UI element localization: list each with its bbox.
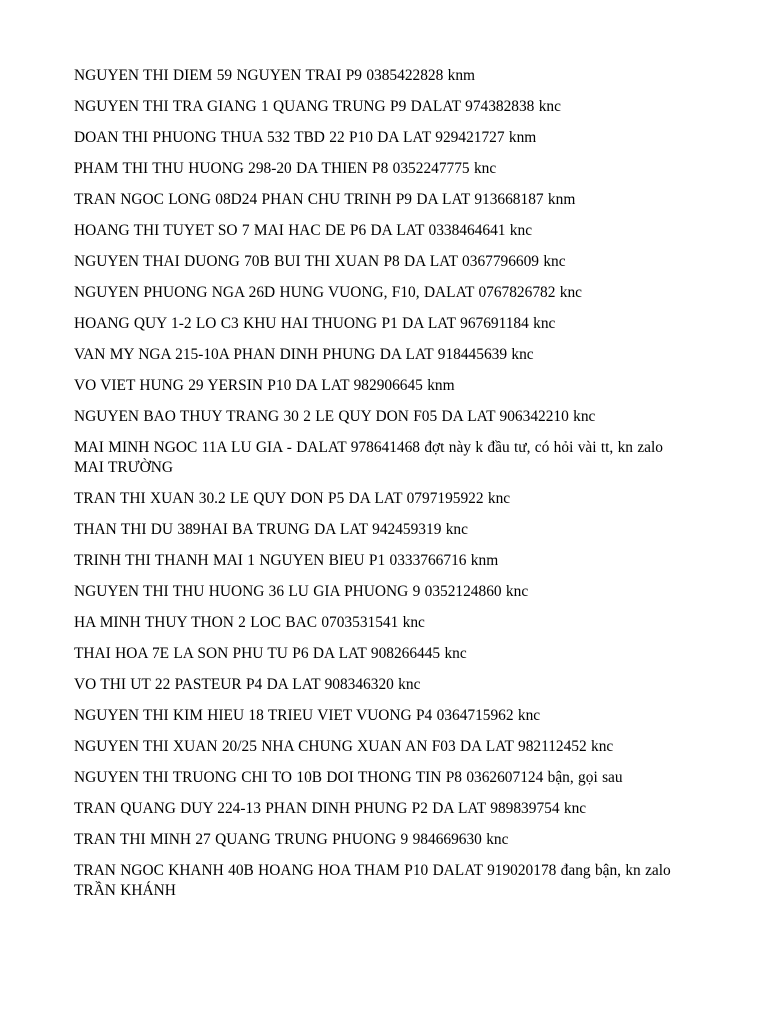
list-item: NGUYEN BAO THUY TRANG 30 2 LE QUY DON F05 DA LAT 906342210 knc — [74, 408, 596, 425]
list-item: HOANG QUY 1-2 LO C3 KHU HAI THUONG P1 DA LAT 967691184 knc — [74, 315, 556, 332]
list-item: TRAN NGOC LONG 08D24 PHAN CHU TRINH P9 DA LAT 913668187 knm — [74, 191, 576, 208]
list-item: TRAN THI XUAN 30.2 LE QUY DON P5 DA LAT 0797195922 knc — [74, 490, 511, 507]
list-item: DOAN THI PHUONG THUA 532 TBD 22 P10 DA LAT 929421727 knm — [74, 129, 537, 146]
list-item: HA MINH THUY THON 2 LOC BAC 0703531541 knc — [74, 614, 425, 631]
list-item: TRAN THI MINH 27 QUANG TRUNG PHUONG 9 984669630 knc — [74, 831, 509, 848]
list-item: NGUYEN THI DIEM 59 NGUYEN TRAI P9 0385422828 knm — [74, 67, 476, 84]
list-item: HOANG THI TUYET SO 7 MAI HAC DE P6 DA LAT 0338464641 knc — [74, 222, 533, 239]
list-item: NGUYEN THI TRA GIANG 1 QUANG TRUNG P9 DALAT 974382838 knc — [74, 98, 561, 115]
list-item: VO THI UT 22 PASTEUR P4 DA LAT 908346320 knc — [74, 676, 421, 693]
contact-list — [74, 66, 694, 912]
list-item: NGUYEN PHUONG NGA 26D HUNG VUONG, F10, DALAT 0767826782 knc — [74, 284, 582, 301]
list-item: TRAN NGOC KHANH 40B HOANG HOA THAM P10 DALAT 919020178 đang bận, kn zalo TRẦN KHÁNH — [74, 862, 671, 899]
list-item: NGUYEN THI XUAN 20/25 NHA CHUNG XUAN AN F03 DA LAT 982112452 knc — [74, 738, 614, 755]
list-item: NGUYEN THAI DUONG 70B BUI THI XUAN P8 DA LAT 0367796609 knc — [74, 253, 566, 270]
list-item: VAN MY NGA 215-10A PHAN DINH PHUNG DA LAT 918445639 knc — [74, 346, 534, 363]
list-item: THAN THI DU 389HAI BA TRUNG DA LAT 942459319 knc — [74, 521, 468, 538]
list-item: THAI HOA 7E LA SON PHU TU P6 DA LAT 908266445 knc — [74, 645, 467, 662]
list-item: NGUYEN THI KIM HIEU 18 TRIEU VIET VUONG P4 0364715962 knc — [74, 707, 541, 724]
list-item: TRAN QUANG DUY 224-13 PHAN DINH PHUNG P2 DA LAT 989839754 knc — [74, 800, 587, 817]
list-item: NGUYEN THI TRUONG CHI TO 10B DOI THONG TIN P8 0362607124 bận, gọi sau — [74, 769, 623, 786]
list-item: NGUYEN THI THU HUONG 36 LU GIA PHUONG 9 0352124860 knc — [74, 583, 529, 600]
list-item: PHAM THI THU HUONG 298-20 DA THIEN P8 0352247775 knc — [74, 160, 497, 177]
list-item: MAI MINH NGOC 11A LU GIA - DALAT 978641468 đợt này k đầu tư, có hỏi vài tt, kn zalo MAI TRƯỜNG — [74, 439, 663, 476]
list-item: VO VIET HUNG 29 YERSIN P10 DA LAT 982906645 knm — [74, 377, 455, 394]
list-item: TRINH THI THANH MAI 1 NGUYEN BIEU P1 0333766716 knm — [74, 552, 499, 569]
